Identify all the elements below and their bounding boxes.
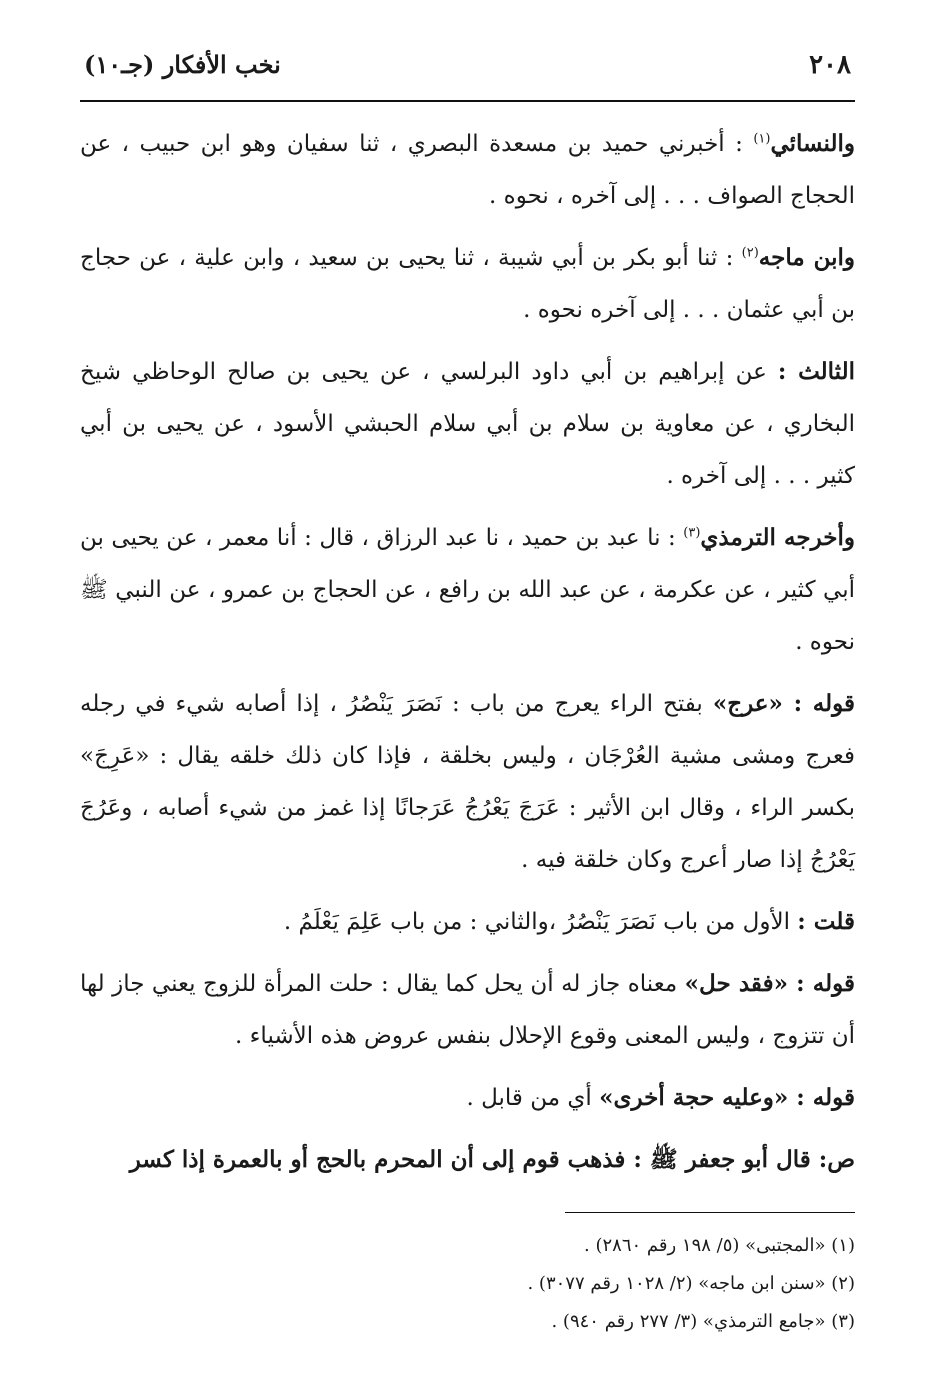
paragraph-lead: والنسائي bbox=[770, 130, 855, 157]
paragraph-text: : أخبرني حميد بن مسعدة البصري ، ثنا سفيان وهو ابن حبيب ، عن الحجاج الصواف . . . إلى آخره ، نحوه . bbox=[80, 131, 855, 209]
paragraph-nasai bbox=[80, 118, 855, 222]
paragraph-lead: وابن ماجه bbox=[758, 244, 855, 271]
paragraph-lead: قوله : «عرج» bbox=[712, 690, 856, 717]
paragraph-text: بفتح الراء يعرج من باب : نَصَرَ يَنْصُرُ ، إذا أصابه شيء في رجله فعرج ومشى مشية العُرْجَان ، وليس بخلقة ، فإذا كان ذلك خلقه يقال : «عَرِجَ» بكسر الراء ، وقال ابن الأثير : عَرَجَ يَعْرُجُ عَرَجانًا إذا غمز من شيء أصابه ، وعَرُجَ يَعْرُجُ إذا صار أعرج وكان خلقة فيه . bbox=[80, 691, 855, 873]
footnote-ref: (٣) bbox=[683, 525, 701, 541]
paragraph-lead: وأخرجه الترمذي bbox=[700, 524, 855, 551]
paragraph-abu-jafar bbox=[80, 1134, 855, 1186]
paragraph-tirmidhi bbox=[80, 512, 855, 668]
footnote-ref: (١) bbox=[753, 131, 771, 147]
paragraph-text: عن إبراهيم بن أبي داود البرلسي ، عن يحيى بن صالح الوحاظي شيخ البخاري ، عن معاوية بن سلام بن أبي سلام الحبشي الأسود ، عن يحيى بن أبي كثير . . . إلى آخره . bbox=[80, 359, 855, 489]
paragraph-text: أي من قابل . bbox=[466, 1085, 592, 1111]
paragraph-lead: ص: قال أبو جعفر ﷺ : فذهب قوم إلى أن المحرم بالحج أو بالعمرة إذا كسر bbox=[129, 1146, 855, 1173]
footnotes bbox=[80, 1227, 855, 1341]
paragraph-lead: الثالث : bbox=[777, 358, 856, 385]
paragraph-hijja-ukhra bbox=[80, 1072, 855, 1124]
paragraph-text: الأول من باب نَصَرَ يَنْصُرُ ،والثاني : من باب عَلِمَ يَعْلَمُ . bbox=[283, 909, 790, 935]
footnote-2: (٢) «سنن ابن ماجه» (٢/ ١٠٢٨ رقم ٣٠٧٧) . bbox=[527, 1273, 855, 1294]
running-title: نخب الأفكار (جـ١٠) bbox=[84, 50, 281, 79]
paragraph-text: : ثنا أبو بكر بن أبي شيبة ، ثنا يحيى بن سعيد ، وابن علية ، عن حجاج بن أبي عثمان . . . إلى آخره نحوه . bbox=[80, 245, 855, 323]
paragraph-ibn-majah bbox=[80, 232, 855, 336]
page-number: ٢٠٨ bbox=[809, 50, 851, 80]
paragraph-lead: قوله : «وعليه حجة أخرى» bbox=[599, 1084, 855, 1111]
paragraph-lead: قلت : bbox=[797, 908, 855, 935]
paragraph-text: : نا عبد بن حميد ، نا عبد الرزاق ، قال : أنا معمر ، عن يحيى بن أبي كثير ، عن عكرمة ، عن عبد الله بن رافع ، عن الحجاج بن عمرو ، عن النبي ﷺ نحوه . bbox=[80, 525, 855, 655]
paragraph-lead: قوله : «فقد حل» bbox=[684, 970, 856, 997]
footnote-divider bbox=[565, 1212, 855, 1213]
footnote-1: (١) «المجتبى» (٥/ ١٩٨ رقم ٢٨٦٠) . bbox=[584, 1235, 855, 1256]
paragraph-third bbox=[80, 346, 855, 502]
footnote-ref: (٢) bbox=[741, 245, 759, 261]
page-header bbox=[80, 50, 855, 102]
footnote-3: (٣) «جامع الترمذي» (٣/ ٢٧٧ رقم ٩٤٠) . bbox=[551, 1311, 855, 1332]
paragraph-qultu bbox=[80, 896, 855, 948]
paragraph-text: معناه جاز له أن يحل كما يقال : حلت المرأة للزوج يعني جاز لها أن تتزوج ، وليس المعنى وقوع الإحلال بنفس عروض هذه الأشياء . bbox=[80, 971, 855, 1049]
paragraph-araj bbox=[80, 678, 855, 886]
paragraph-faqad-hall bbox=[80, 958, 855, 1062]
page-body bbox=[80, 118, 855, 1186]
